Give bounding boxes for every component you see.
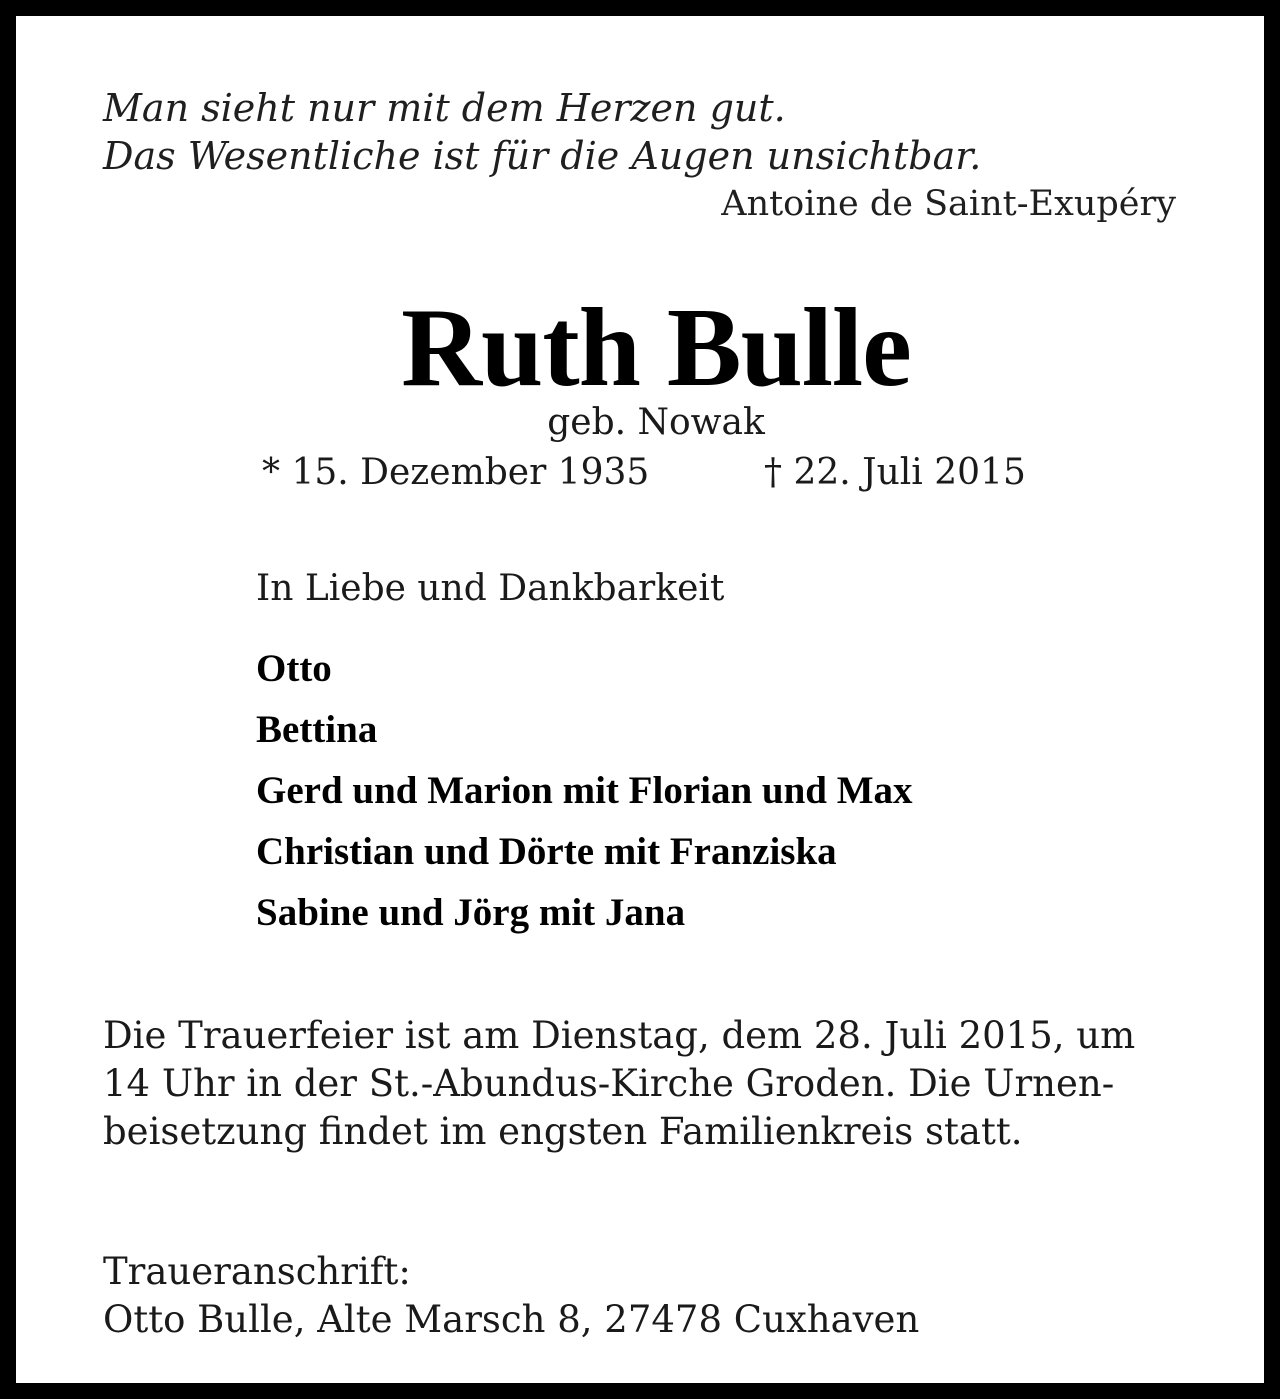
quote-line: Man sieht nur mit dem Herzen gut. bbox=[103, 86, 786, 130]
quote-line: Das Wesentliche ist für die Augen unsichtbar. bbox=[103, 134, 982, 178]
mourner-name: Gerd und Marion mit Florian und Max bbox=[256, 769, 913, 812]
mourners-list bbox=[256, 638, 913, 943]
maiden-name: geb. Nowak bbox=[547, 402, 765, 443]
service-line: Die Trauerfeier ist am Dienstag, dem 28. Juli 2015, um bbox=[103, 1014, 1136, 1057]
funeral-service-info bbox=[103, 1012, 1209, 1156]
death-date: † 22. Juli 2015 bbox=[764, 452, 1026, 493]
mourner-name: Christian und Dörte mit Franziska bbox=[256, 830, 837, 873]
mourner-name: Bettina bbox=[256, 708, 378, 751]
epigraph-quote bbox=[103, 84, 1213, 180]
deceased-name: Ruth Bulle bbox=[401, 286, 911, 410]
quote-author: Antoine de Saint-Exupéry bbox=[721, 184, 1176, 224]
service-line: beisetzung findet im engsten Familienkreis statt. bbox=[103, 1110, 1023, 1153]
birth-date: * 15. Dezember 1935 bbox=[262, 452, 650, 493]
mourners-intro: In Liebe und Dankbarkeit bbox=[256, 568, 725, 609]
mourner-name: Otto bbox=[256, 647, 332, 690]
mourner-name: Sabine und Jörg mit Jana bbox=[256, 891, 686, 934]
condolence-address bbox=[103, 1248, 919, 1344]
address-label: Traueranschrift: bbox=[103, 1250, 411, 1293]
address-value: Otto Bulle, Alte Marsch 8, 27478 Cuxhaven bbox=[103, 1298, 920, 1341]
service-line: 14 Uhr in der St.-Abundus-Kirche Groden. Die Urnen- bbox=[103, 1062, 1115, 1105]
